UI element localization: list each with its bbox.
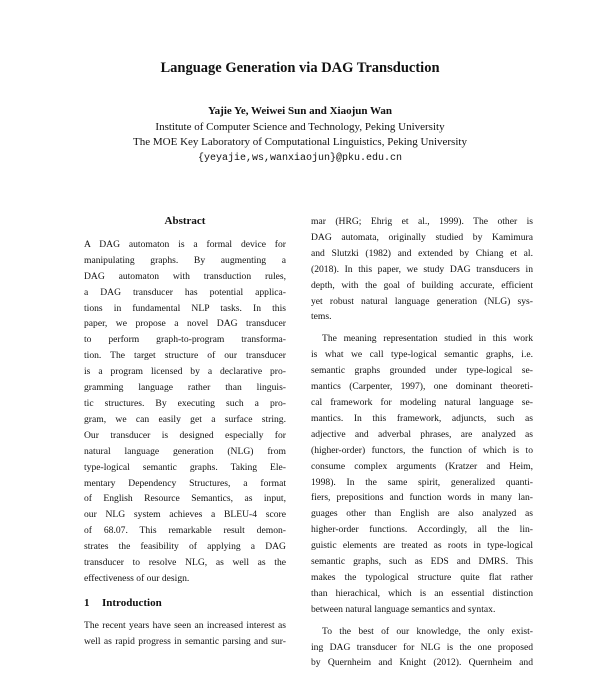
text-line: DAG automaton with transduction rules, [84, 270, 286, 282]
text-line: semantic graphs grounded under type-logical se- [311, 365, 533, 377]
text-line: gram, we can easily get a surface string. [84, 413, 286, 425]
text-line: mantics. In this framework, adjuncts, such as [311, 412, 533, 424]
text-line: is a program licensed by a declarative pro- [84, 366, 286, 378]
author-names: Yajie Ye, Weiwei Sun and Xiaojun Wan [207, 105, 393, 117]
paragraph-prior-work [311, 624, 533, 672]
text-line: mantics (Carpenter, 1997), one dominant theoreti- [311, 381, 533, 393]
text-line: The meaning representation studied in this work [322, 333, 533, 345]
text-line: tic structures. By executing such a pro- [84, 397, 286, 409]
text-line: type-logical semantic graphs. Taking Ele- [84, 461, 286, 473]
text-line: natural language generation (NLG) from [84, 445, 286, 457]
text-line: ing DAG transducer for NLG is the one proposed [311, 641, 533, 653]
text-line: between natural language semantics and syntax. [311, 603, 496, 615]
text-line: guistic elements are treated as roots in type-logical [311, 540, 533, 552]
section-title: Introduction [102, 596, 162, 609]
text-line: tion. The target structure of our transducer [84, 350, 286, 362]
abstract-body [84, 237, 286, 587]
text-line: 1998). In the same spirit, generalized quanti- [311, 476, 533, 488]
paper-title: Language Generation via DAG Transduction [160, 60, 440, 76]
text-line: tions in fundamental NLP tasks. In this [84, 302, 286, 314]
paragraph-type-logical-semantics [311, 331, 533, 617]
text-line: is what we call type-logical semantic graphs, i.e. [311, 349, 533, 361]
text-line: effectiveness of our design. [84, 572, 190, 584]
text-line: (higher-order) functors, the function of which is to [311, 444, 533, 456]
text-line: paper, we propose a novel DAG transducer [84, 318, 286, 330]
text-line: our NLG system achieves a BLEU-4 score [84, 509, 286, 521]
text-line: tems. [311, 311, 332, 323]
text-line: a DAG transducer has potential applica- [84, 286, 286, 298]
author-email: {yeyajie,ws,wanxiaojun}@pku.edu.cn [197, 152, 403, 164]
text-line: A DAG automaton is a formal device for [84, 238, 286, 250]
text-line: of 68.07. This remarkable result demon- [84, 525, 286, 537]
text-line: yet robust natural language generation (NLG) sys- [311, 295, 533, 307]
right-column [311, 214, 533, 677]
text-line: makes the typological structure quite flat rather [311, 571, 533, 583]
text-line: to perform graph-to-program transforma- [84, 334, 286, 346]
text-line: by Quernheim and Knight (2012). Quernheim and [311, 657, 533, 669]
author-block [0, 104, 600, 166]
affiliation-line-1: Institute of Computer Science and Technology, Peking University [155, 120, 445, 133]
text-line: fiers, prepositions and function words in many lan- [311, 492, 533, 504]
section-number: 1 [84, 596, 90, 609]
text-line: consume complex arguments (Kratzer and Heim, [311, 460, 533, 472]
affiliation-line-2: The MOE Key Laboratory of Computational Linguistics, Peking University [133, 136, 467, 149]
text-line: guages other than English are also analyzed as [311, 508, 533, 520]
text-line: The recent years have seen an increased interest as [84, 619, 286, 631]
text-line: higher-order functions. Accordingly, all the lin- [311, 524, 533, 536]
introduction-body [84, 618, 286, 650]
text-line: and Slutzki (1982) and extended by Chiang et al. [311, 247, 533, 259]
text-line: DAG automata, originally studied by Kamimura [311, 231, 533, 243]
section-heading-introduction [84, 596, 286, 612]
text-line: than hierachical, which is an essential distinction [311, 587, 533, 599]
text-line: cal framework for modeling natural language se- [311, 396, 533, 408]
text-line: (2018). In this paper, we study DAG transducers in [311, 263, 533, 275]
text-line: well as rapid progress in semantic parsing and sur- [84, 635, 286, 647]
text-line: depth, with the goal of building accurate, efficient [311, 279, 533, 291]
text-line: of English Resource Semantics, as input, [84, 493, 286, 505]
text-line: adjective and adverbal phrases, are analyzed as [311, 428, 533, 440]
text-line: manipulating graphs. By augmenting a [84, 254, 286, 266]
text-line: gramming language rather than linguis- [84, 382, 286, 394]
text-line: mar (HRG; Ehrig et al., 1999). The other is [311, 216, 533, 227]
left-column [84, 214, 286, 650]
paragraph-dag-automata [311, 214, 533, 325]
abstract-heading: Abstract [164, 215, 206, 227]
text-line: To the best of our knowledge, the only exist- [322, 625, 533, 637]
text-line: transducer to resolve NLG, as well as the [84, 557, 286, 569]
text-line: strates the feasibility of applying a DAG [84, 541, 286, 553]
text-line: semantic graphs, such as EDS and DMRS. This [311, 556, 533, 568]
text-line: mentary Dependency Structures, a format [84, 477, 286, 489]
text-line: Our transducer is designed especially for [84, 429, 286, 441]
